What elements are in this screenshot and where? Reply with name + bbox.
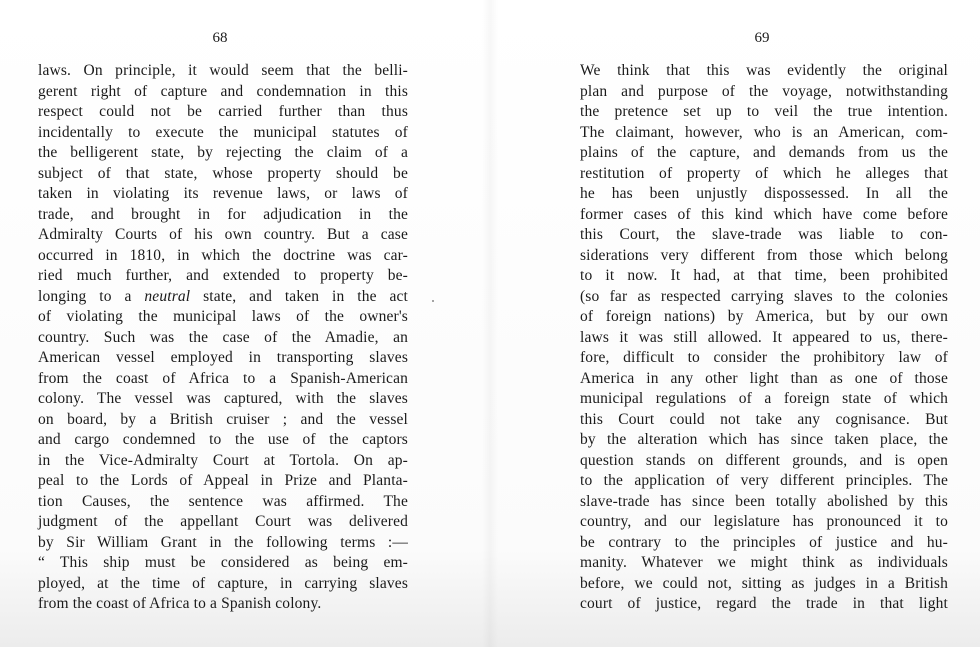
text-line: be contrary to the principles of justice and hu- bbox=[580, 533, 948, 551]
text-line: the pretence set up to veil the true intention. bbox=[580, 103, 948, 120]
text-line: ployed, at the time of capture, in carrying slaves bbox=[38, 574, 408, 592]
text-line: to it now. It had, at that time, been prohibited bbox=[580, 267, 948, 284]
text-line: on board, by a British cruiser ; and the vessel bbox=[38, 410, 408, 428]
text-line: manity. Whatever we might think as individuals bbox=[580, 554, 948, 571]
text-line: ried much further, and extended to property be- bbox=[38, 267, 408, 284]
text-line: gerent right of capture and condemnation in this bbox=[38, 82, 408, 100]
text-line: country. Such was the case of the Amadie, an bbox=[38, 328, 408, 346]
text-line: slave-trade has since been totally abolished by this bbox=[580, 492, 948, 510]
text-line: siderations very different from those which belong bbox=[580, 246, 948, 264]
text-line: before, we could not, sitting as judges in a British bbox=[580, 574, 948, 592]
text-line: laws it was still allowed. It appeared to us, there- bbox=[580, 328, 948, 346]
text-line: this Court could not take any cognisance. But bbox=[580, 410, 948, 428]
text-line-italic: longing to a neutral state, and taken in the act bbox=[38, 287, 409, 305]
text-line: The claimant, however, who is an American, com- bbox=[580, 123, 948, 141]
text-line: America in any other light than as one of those bbox=[580, 369, 948, 387]
text-line: court of justice, regard the trade in that light bbox=[580, 595, 948, 612]
text-line: by Sir William Grant in the following terms :— bbox=[38, 533, 408, 551]
text-line: former cases of this kind which have come before bbox=[580, 205, 948, 223]
text-line: plan and purpose of the voyage, notwithstanding bbox=[580, 82, 948, 100]
text-line: incidentally to execute the municipal statutes of bbox=[38, 123, 408, 141]
text-line: (so far as respected carrying slaves to the colonies bbox=[580, 287, 948, 305]
text-line: peal to the Lords of Appeal in Prize and Planta- bbox=[38, 472, 408, 489]
text-line: fore, difficult to consider the prohibitory law of bbox=[580, 349, 948, 366]
text-line: taken in violating its revenue laws, or laws of bbox=[38, 185, 408, 202]
text-line: tion Causes, the sentence was affirmed. The bbox=[38, 492, 408, 510]
left-page-body bbox=[38, 61, 408, 615]
paper-speck bbox=[432, 300, 434, 302]
text-line: judgment of the appellant Court was delivered bbox=[38, 513, 408, 530]
text-line: We think that this was evidently the original bbox=[580, 62, 948, 79]
text-line: by the alteration which has since taken place, the bbox=[580, 431, 948, 448]
text-line: municipal regulations of a foreign state of which bbox=[580, 390, 948, 407]
text-line: trade, and brought in for adjudication in the bbox=[38, 205, 408, 223]
text-line: plains of the capture, and demands from us the bbox=[580, 144, 948, 161]
text-line: occurred in 1810, in which the doctrine was car- bbox=[38, 246, 408, 264]
text-line: of foreign nations) by America, but by our own bbox=[580, 308, 948, 325]
text-line: question stands on different grounds, and is open bbox=[580, 451, 948, 469]
text-line: colony. The vessel was captured, with the slaves bbox=[38, 390, 408, 407]
text-line: country, and our legislature has pronounced it to bbox=[580, 513, 948, 530]
text-line: he has been unjustly dispossessed. In all the bbox=[580, 185, 948, 202]
text-line: of violating the municipal laws of the owner's bbox=[38, 308, 408, 325]
text-line: subject of that state, whose property should be bbox=[38, 164, 408, 182]
text-line: this Court, the slave-trade was liable to con- bbox=[580, 226, 948, 243]
right-page-number: 69 bbox=[754, 30, 770, 46]
text-line: from the coast of Africa to a Spanish-American bbox=[38, 369, 408, 387]
text-line: respect could not be carried further than thus bbox=[38, 103, 408, 120]
text-line: and cargo condemned to the use of the captors bbox=[38, 431, 408, 448]
text-line: American vessel employed in transporting slaves bbox=[38, 349, 408, 366]
right-page bbox=[490, 0, 980, 647]
right-page-body bbox=[580, 61, 948, 615]
text-line: Admiralty Courts of his own country. But a case bbox=[38, 226, 408, 243]
text-line: to the application of very different principles. The bbox=[580, 472, 948, 489]
text-line: from the coast of Africa to a Spanish colony. bbox=[38, 595, 322, 612]
text-line: “ This ship must be considered as being em- bbox=[38, 554, 408, 571]
text-line: laws. On principle, it would seem that the belli- bbox=[38, 62, 408, 79]
text-line: restitution of property of which he alleges that bbox=[580, 164, 948, 182]
text-line: in the Vice-Admiralty Court at Tortola. On ap- bbox=[38, 451, 408, 469]
text-line: the belligerent state, by rejecting the claim of a bbox=[38, 144, 408, 161]
left-page-number: 68 bbox=[212, 30, 228, 46]
